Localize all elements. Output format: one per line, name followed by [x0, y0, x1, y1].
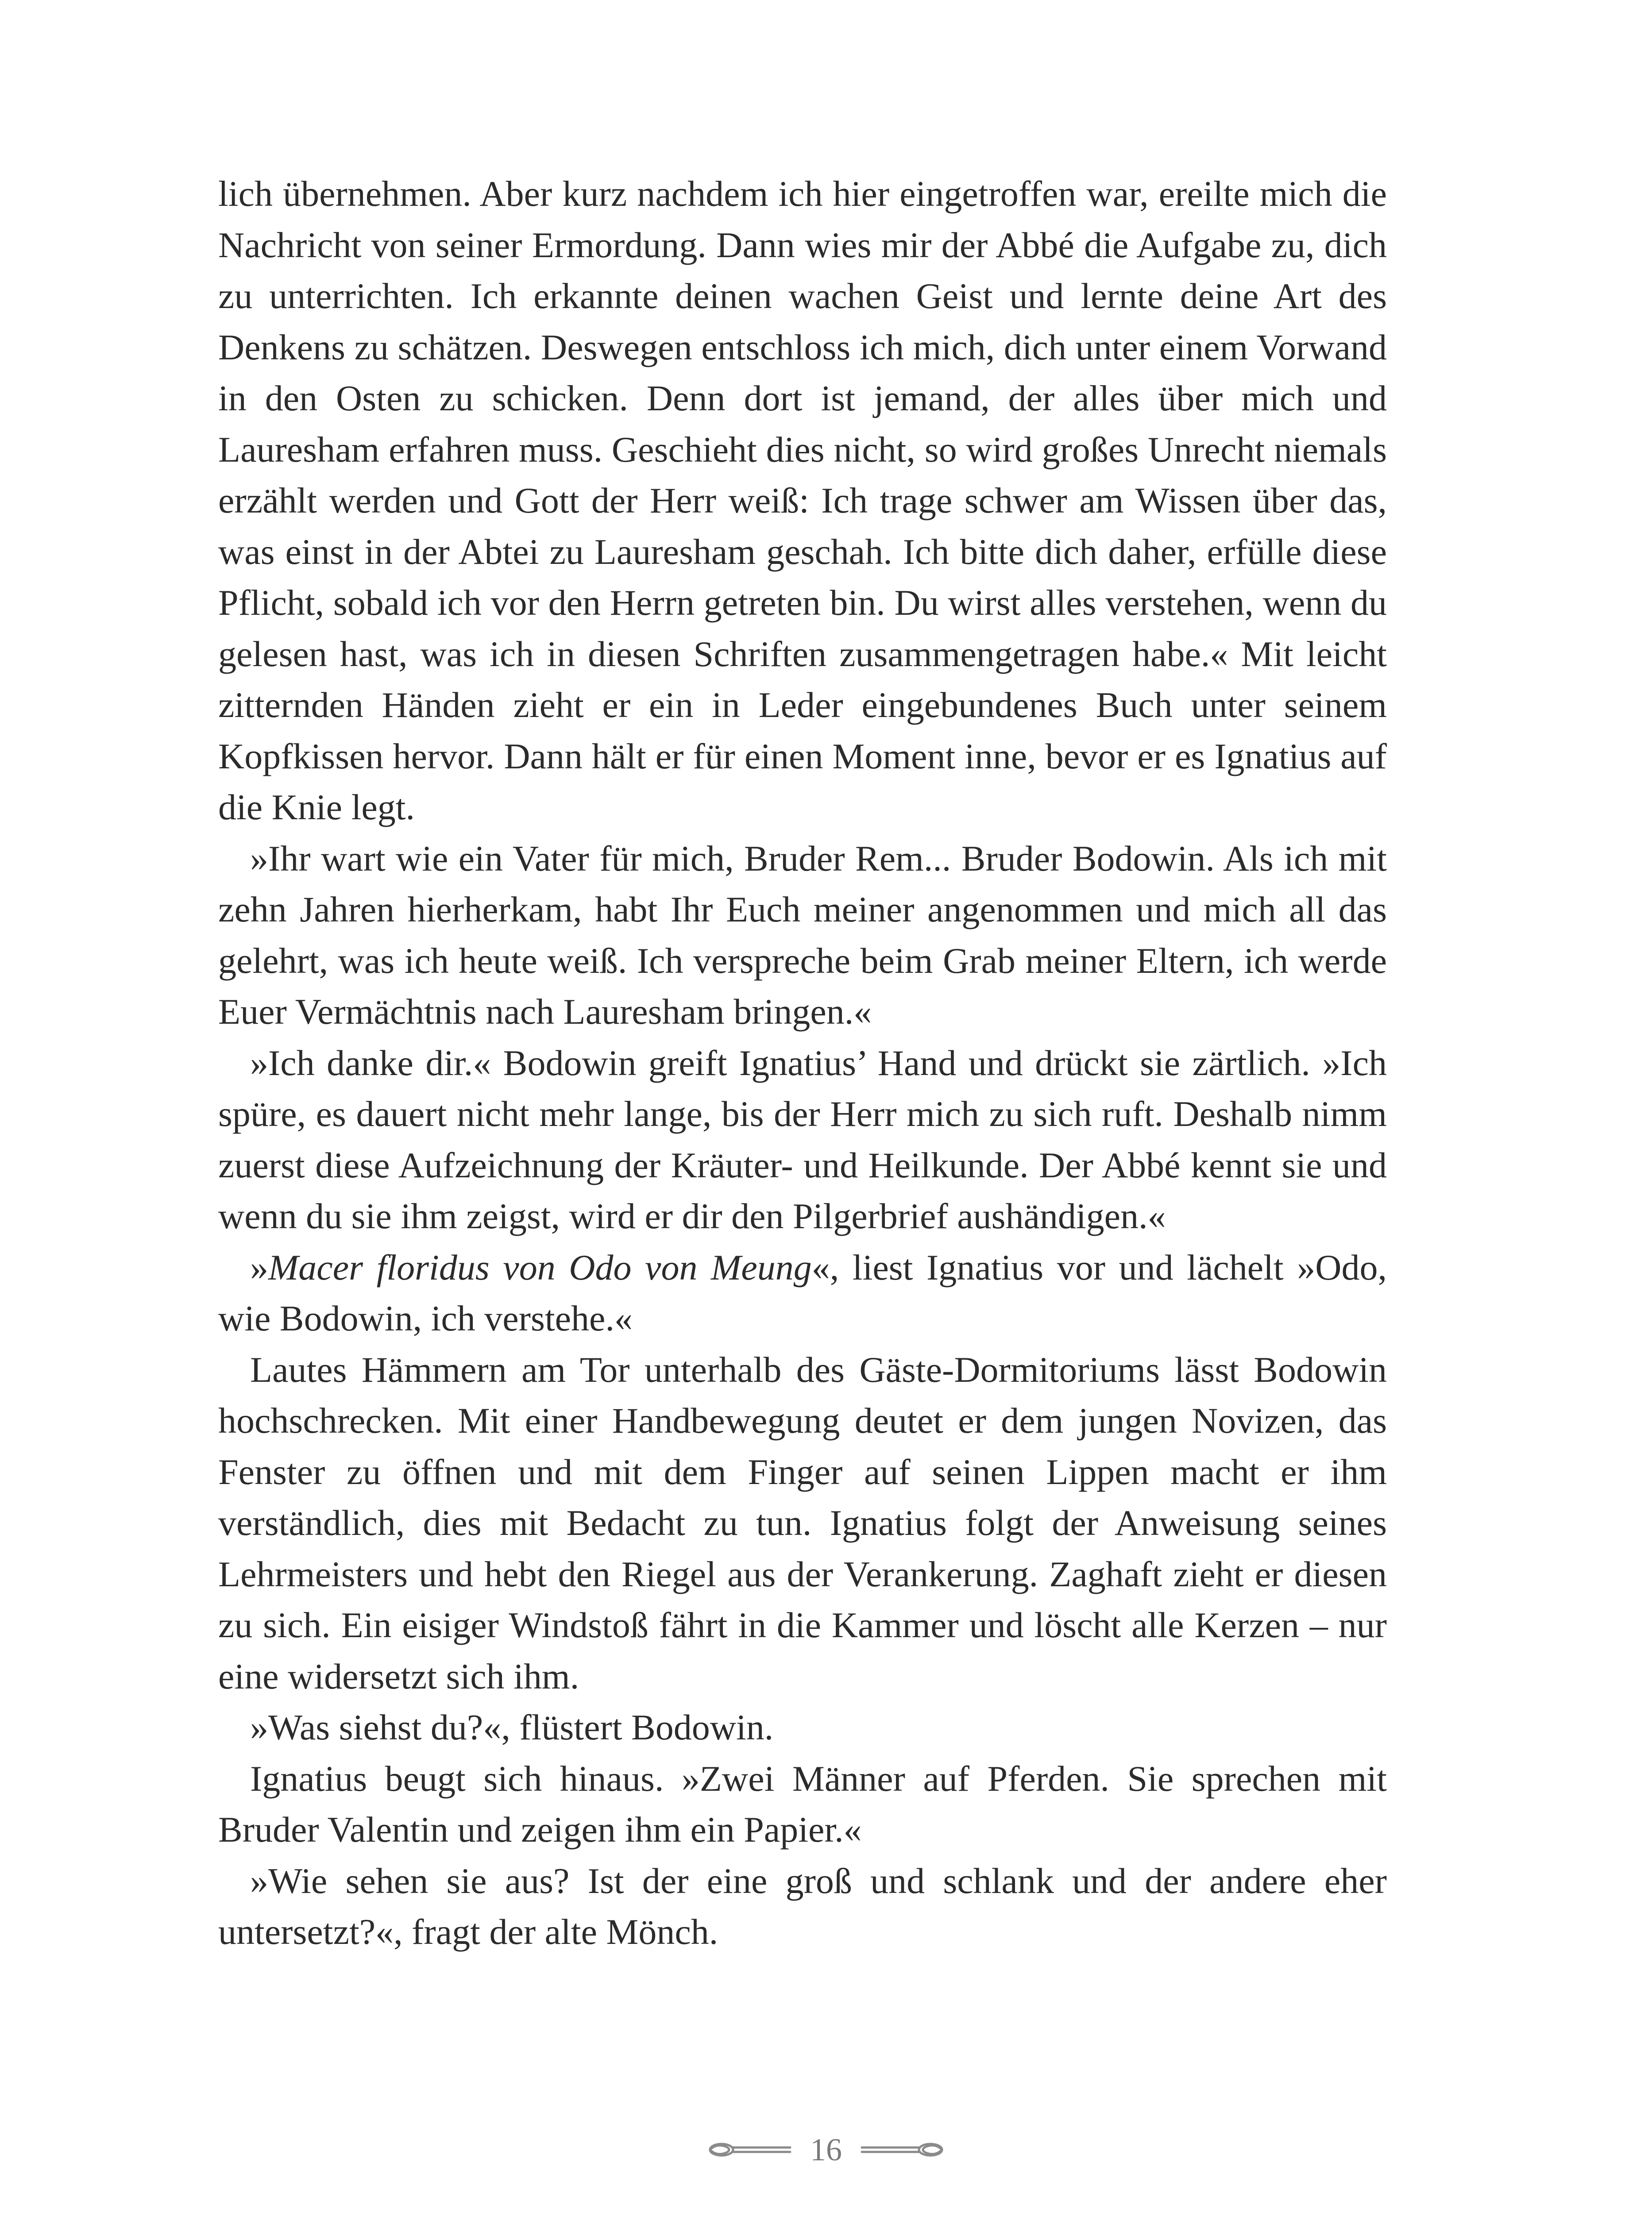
- text-run: »: [250, 1247, 268, 1288]
- text-run: Lautes Hämmern am Tor unterhalb des Gäste-Dormitoriums lässt Bodowin hochschrecken. Mit einer Handbewegung deutet er dem jungen Novizen, das Fenster zu öffnen und mit dem Finger auf seinen Lippen macht er ihm verständlich, dies mit Bedacht zu tun. Ignatius folgt der Anweisung seines Lehrmeisters und hebt den Riegel aus der Verankerung. Zaghaft zieht er diesen zu sich. Ein eisiger Windstoß fährt in die Kammer und löscht alle Kerzen – nur eine widersetzt sich ihm.: [218, 1349, 1387, 1696]
- paragraph: [218, 1242, 1387, 1344]
- text-run: »Wie sehen sie aus? Ist der eine groß und schlank und der andere eher untersetzt?«, fragt der alte Mönch.: [218, 1860, 1387, 1952]
- scroll-ornament-right-icon: [860, 2136, 948, 2163]
- paragraph: [218, 168, 1387, 833]
- paragraph: [218, 1344, 1387, 1702]
- page-number: 16: [810, 2132, 842, 2167]
- body-text: [218, 168, 1387, 1958]
- page-footer: [0, 2130, 1652, 2170]
- paragraph: [218, 1037, 1387, 1242]
- text-run: «, liest Ignatius vor und lächelt »Odo, wie Bodowin, ich verstehe.«: [218, 1247, 1387, 1338]
- paragraph: [218, 833, 1387, 1037]
- paragraph: [218, 1753, 1387, 1855]
- text-run: »Ich danke dir.« Bodowin greift Ignatius’ Hand und drückt sie zärtlich. »Ich spüre, es dauert nicht mehr lange, bis der Herr mich zu sich ruft. Deshalb nimm zuerst diese Aufzeichnung der Kräuter- und Heilkunde. Der Abbé kennt sie und wenn du sie ihm zeigst, wird er dir den Pilgerbrief aushändigen.«: [218, 1042, 1387, 1236]
- text-run: »Was siehst du?«, flüstert Bodowin.: [250, 1707, 774, 1747]
- text-run: Ignatius beugt sich hinaus. »Zwei Männer auf Pferden. Sie sprechen mit Bruder Valentin und zeigen ihm ein Papier.«: [218, 1758, 1387, 1850]
- scroll-ornament-left-icon: [704, 2136, 792, 2163]
- paragraph: [218, 1702, 1387, 1753]
- italic-title: Macer floridus von Odo von Meung: [268, 1247, 812, 1288]
- text-run: »Ihr wart wie ein Vater für mich, Bruder Rem... Bruder Bodowin. Als ich mit zehn Jahren hierherkam, habt Ihr Euch meiner angenommen und mich all das gelehrt, was ich heute weiß. Ich verspreche beim Grab meiner Eltern, ich werde Euer Vermächtnis nach Lauresham bringen.«: [218, 838, 1387, 1032]
- paragraph: [218, 1855, 1387, 1958]
- text-run: lich übernehmen. Aber kurz nachdem ich hier eingetroffen war, ereilte mich die Nachricht von seiner Ermordung. Dann wies mir der Abbé die Aufgabe zu, dich zu unterrichten. Ich erkannte deinen wachen Geist und lernte deine Art des Denkens zu schätzen. Deswegen entschloss ich mich, dich unter einem Vorwand in den Osten zu schicken. Denn dort ist jemand, der alles über mich und Lauresham erfahren muss. Geschieht dies nicht, so wird großes Unrecht niemals erzählt werden und Gott der Herr weiß: Ich trage schwer am Wissen über das, was einst in der Abtei zu Lauresham geschah. Ich bitte dich daher, erfülle diese Pflicht, sobald ich vor den Herrn getreten bin. Du wirst alles verstehen, wenn du gelesen hast, was ich in diesen Schriften zusammengetragen habe.« Mit leicht zitternden Händen zieht er ein in Leder eingebundenes Buch unter seinem Kopfkissen hervor. Dann hält er für einen Moment inne, bevor er es Ignatius auf die Knie legt.: [218, 173, 1387, 827]
